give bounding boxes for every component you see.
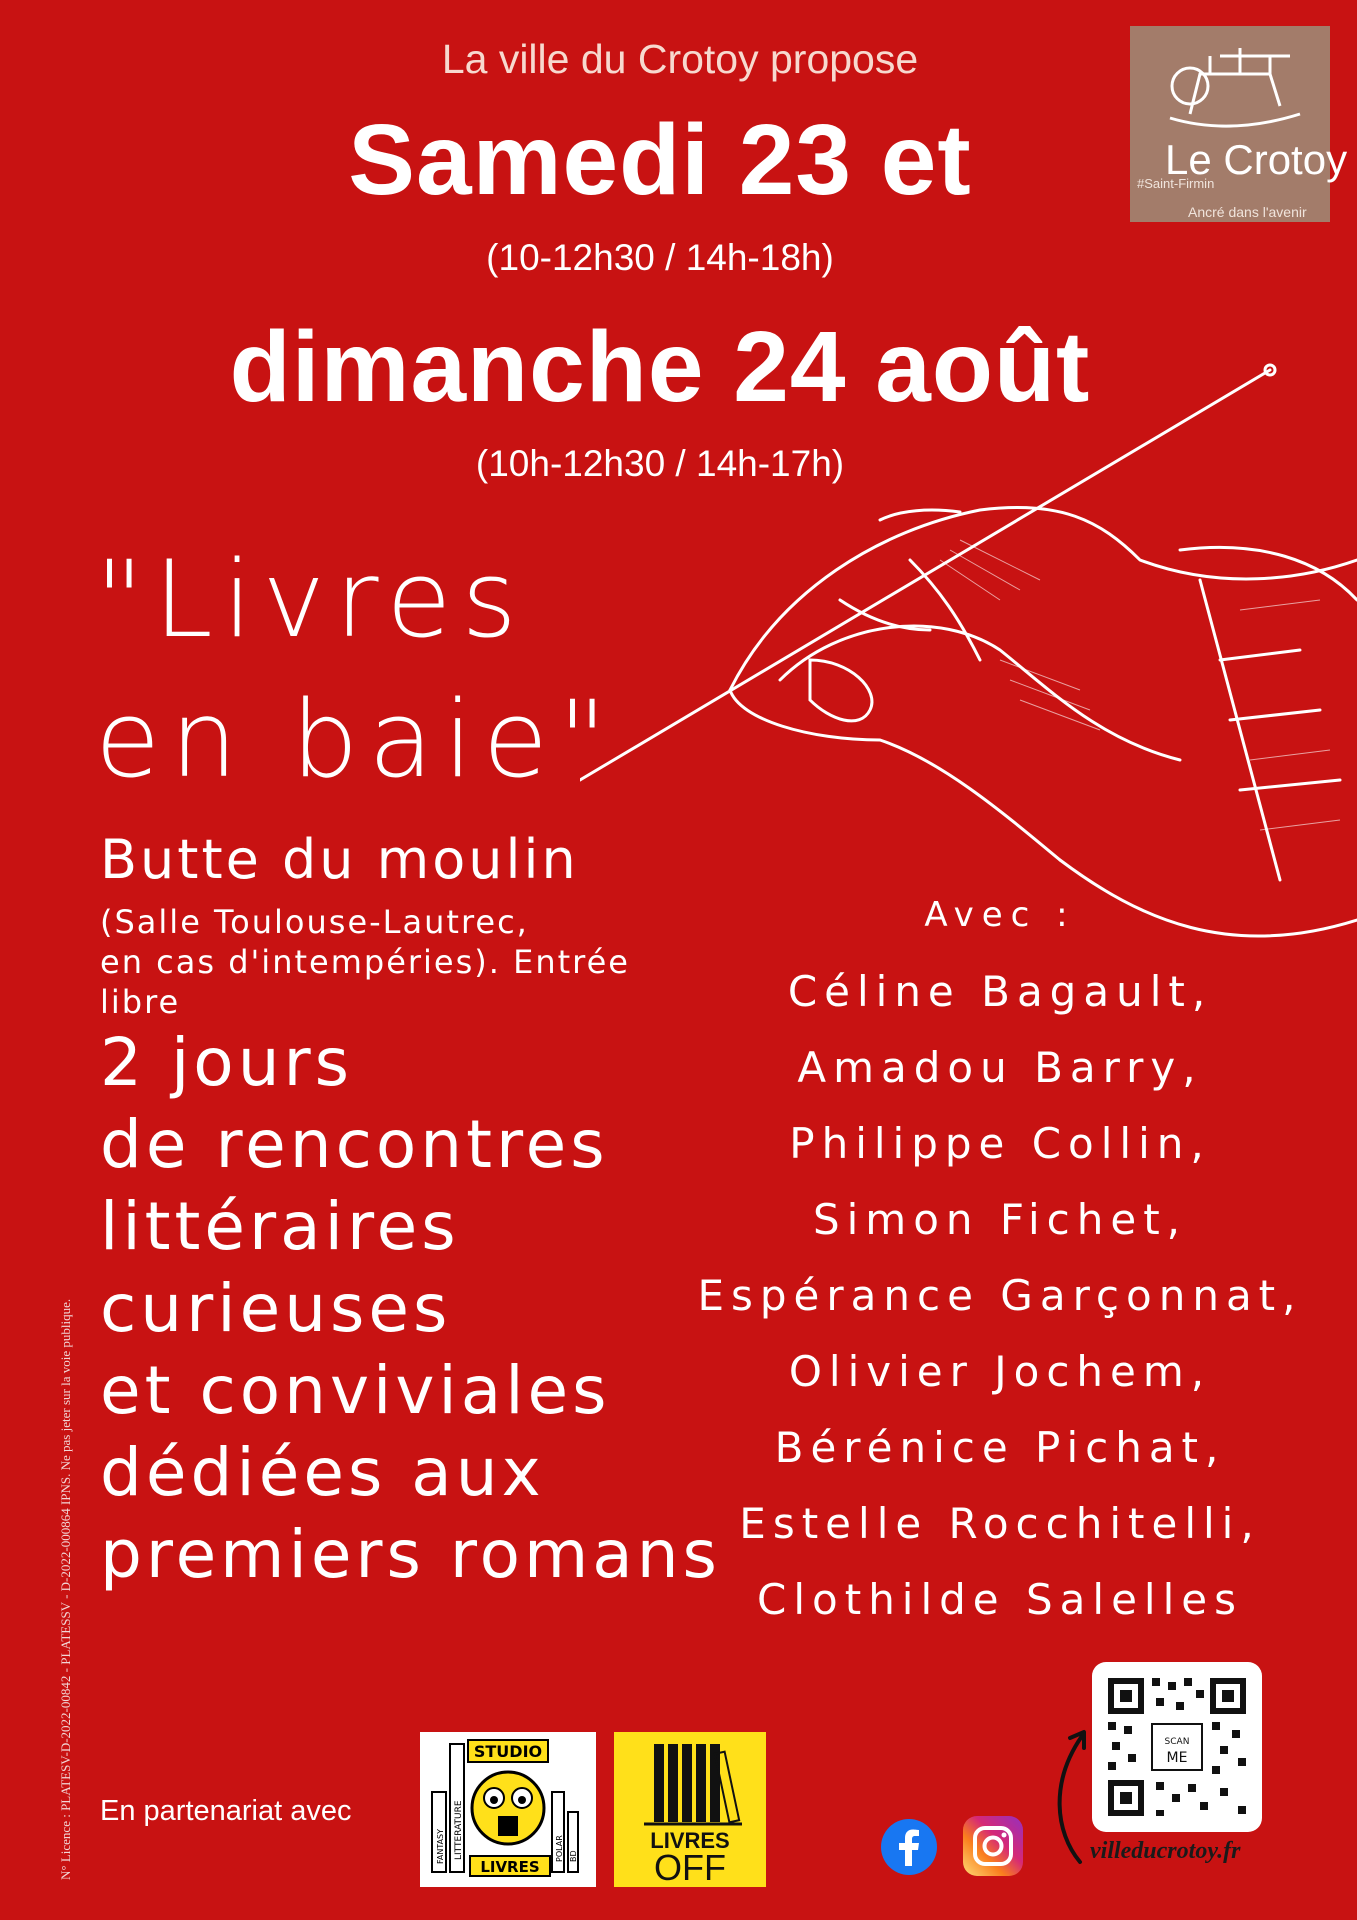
studio-right-text2: BD (569, 1850, 578, 1862)
facebook-icon[interactable] (880, 1818, 938, 1876)
hours-sunday: (10h-12h30 / 14h-17h) (475, 443, 845, 484)
livresoff-line2: OFF (654, 1847, 726, 1887)
author-name: Simon Fichet, (812, 1195, 1188, 1244)
instagram-icon[interactable] (962, 1815, 1024, 1877)
tagline-line: littéraires (100, 1188, 460, 1265)
tagline-line: premiers romans (100, 1516, 721, 1593)
partners-label: En partenariat avec (100, 1795, 352, 1827)
studio-top-text: STUDIO (473, 1742, 543, 1761)
boat-logo-icon (1130, 26, 1330, 222)
author-name: Espérance Garçonnat, (697, 1271, 1303, 1320)
tagline-line: de rencontres (100, 1106, 609, 1183)
tagline-line: curieuses (100, 1270, 452, 1347)
date-sunday: dimanche 24 août (229, 311, 1091, 423)
qr-scan-text: SCAN (1164, 1737, 1190, 1747)
website-url[interactable]: villeducrotoy.fr (1090, 1838, 1241, 1864)
tagline-line: 2 jours (100, 1024, 354, 1101)
authors-list (690, 890, 1310, 1638)
venue-note-line1: (Salle Toulouse-Lautrec, (100, 903, 529, 941)
author-name: Olivier Jochem, (788, 1347, 1212, 1396)
qr-me-text: ME (1166, 1750, 1188, 1766)
event-title (95, 530, 715, 810)
studio-livres-logo (420, 1732, 596, 1887)
author-name: Bérénice Pichat, (774, 1423, 1226, 1472)
tagline-line: dédiées aux (100, 1434, 545, 1511)
studio-left-text2: FANTASY (436, 1828, 445, 1864)
authors-heading: Avec : (924, 895, 1076, 935)
event-title-line1: "Livres (95, 538, 527, 661)
author-name: Amadou Barry, (797, 1043, 1203, 1092)
hours-saturday: (10-12h30 / 14h-18h) (486, 237, 834, 278)
author-name: Clothilde Salelles (757, 1575, 1243, 1624)
livres-off-logo (614, 1732, 766, 1887)
author-name: Céline Bagault, (787, 967, 1213, 1016)
venue-note (100, 902, 720, 1022)
author-name: Estelle Rocchitelli, (739, 1499, 1261, 1548)
logo-subtitle: #Saint-Firmin (1137, 176, 1215, 191)
qr-code[interactable] (1092, 1662, 1262, 1832)
logo-name: Le Crotoy (1165, 136, 1348, 183)
le-crotoy-logo (1130, 26, 1330, 222)
venue-note-line2: en cas d'intempéries). Entrée libre (100, 943, 630, 1021)
venue: Butte du moulin (100, 828, 579, 891)
studio-bottom-text: LIVRES (480, 1858, 540, 1876)
livresoff-line1: LIVRES (650, 1828, 730, 1853)
author-name: Philippe Collin, (789, 1119, 1211, 1168)
event-title-line2: en baie" (95, 678, 617, 801)
logo-slogan: Ancré dans l'avenir (1188, 204, 1307, 220)
studio-right-text1: POLAR (555, 1835, 564, 1862)
tagline-line: et conviviales (100, 1352, 611, 1429)
date-saturday: Samedi 23 et (348, 104, 972, 216)
tagline (100, 1022, 740, 1596)
legal-notice: N° Licence : PLATESV-D-2022-00842 - PLATESSV - D-2022-000864 IPNS. Ne pas jeter sur la voie publique. (58, 1298, 73, 1880)
studio-left-text1: LITTERATURE (454, 1800, 464, 1860)
intro-text: La ville du Crotoy propose (441, 36, 919, 82)
